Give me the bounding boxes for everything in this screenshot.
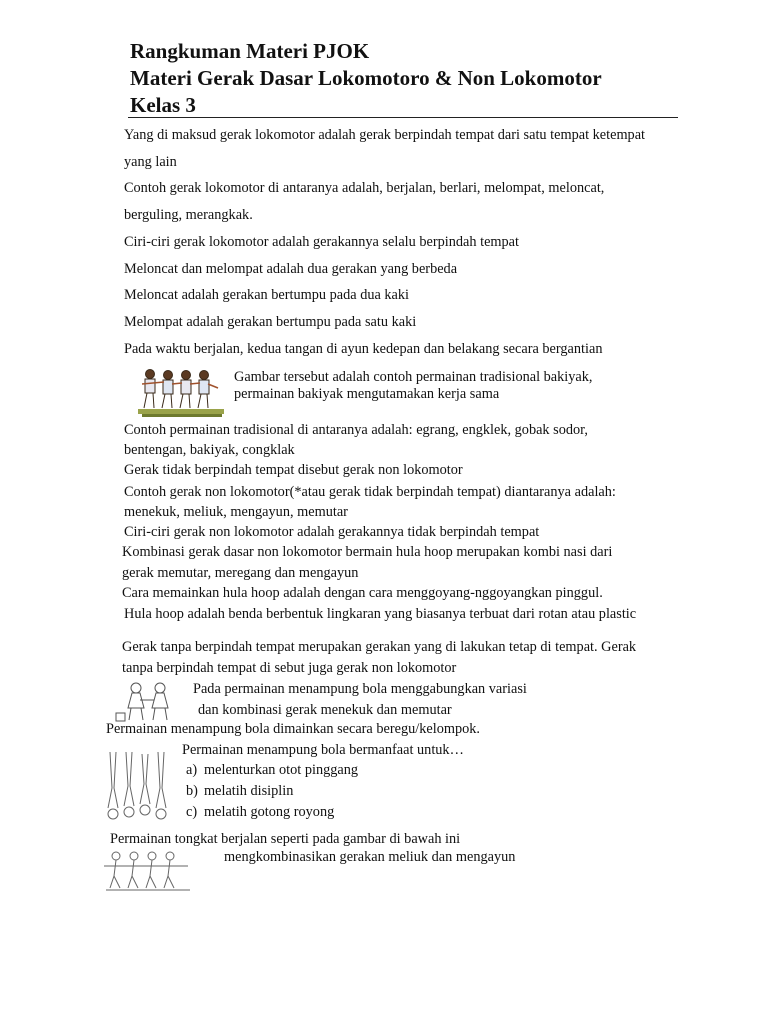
text-line: Gerak tidak berpindah tempat disebut gerak non lokomotor: [124, 462, 463, 478]
text-line: Ciri-ciri gerak lokomotor adalah gerakannya selalu berpindah tempat: [124, 234, 520, 250]
text-line: Contoh permainan tradisional di antaranya adalah: egrang, engklek, gobak sodor,: [124, 422, 588, 438]
text-line: Pada permainan menampung bola menggabungkan variasi: [193, 681, 527, 697]
text-line: menekuk, meliuk, mengayun, memutar: [124, 504, 348, 520]
bakiyak-illustration: [134, 366, 230, 418]
text-line: dan kombinasi gerak menekuk dan memutar: [198, 702, 452, 718]
text-line: Gerak tanpa berpindah tempat merupakan gerakan yang di lakukan tetap di tempat. Gerak: [122, 639, 637, 655]
list-item: [186, 804, 334, 821]
text-line: mengkombinasikan gerakan meliuk dan mengayun: [224, 849, 516, 865]
list-text: melatih gotong royong: [204, 804, 335, 820]
text-line: Contoh gerak non lokomotor(*atau gerak tidak berpindah tempat) diantaranya adalah:: [124, 484, 616, 500]
list-text: melatih disiplin: [204, 783, 294, 799]
text-line: Permainan tongkat berjalan seperti pada gambar di bawah ini: [110, 831, 461, 847]
text-line: Hula hoop adalah benda berbentuk lingkaran yang biasanya terbuat dari rotan atau plastic: [124, 606, 637, 622]
text-line: Melompat adalah gerakan bertumpu pada satu kaki: [124, 314, 417, 330]
text-line: Kombinasi gerak dasar non lokomotor bermain hula hoop merupakan kombi nasi dari: [122, 544, 613, 560]
list-marker: b): [186, 783, 198, 799]
menekuk-illustration: [102, 748, 174, 824]
text-line: yang lain: [124, 154, 177, 170]
text-line: Permainan menampung bola dimainkan secara beregu/kelompok.: [106, 721, 480, 737]
text-line: gerak memutar, meregang dan mengayun: [122, 565, 359, 581]
list-item: [186, 762, 358, 779]
text-line: Contoh gerak lokomotor di antaranya adalah, berjalan, berlari, melompat, meloncat,: [124, 180, 605, 196]
title-line-1: Rangkuman Materi PJOK: [130, 39, 370, 63]
menampung-bola-illustration: [114, 680, 178, 724]
title-line-2: Materi Gerak Dasar Lokomotoro & Non Lokomotor: [130, 66, 602, 90]
list-marker: a): [186, 762, 198, 778]
list-text: melenturkan otot pinggang: [204, 762, 359, 778]
text-line: bentengan, bakiyak, congklak: [124, 442, 295, 458]
text-line: permainan bakiyak mengutamakan kerja sama: [234, 386, 500, 402]
list-item: [186, 783, 293, 800]
text-line: Ciri-ciri gerak non lokomotor adalah gerakannya tidak berpindah tempat: [124, 524, 540, 540]
text-line: Cara memainkan hula hoop adalah dengan cara menggoyang-nggoyangkan pinggul.: [122, 585, 603, 601]
text-line: Pada waktu berjalan, kedua tangan di ayun kedepan dan belakang secara bergantian: [124, 341, 603, 357]
list-marker: c): [186, 804, 198, 820]
title-line-3: Kelas 3: [130, 93, 196, 117]
text-line: tanpa berpindah tempat di sebut juga gerak non lokomotor: [122, 660, 457, 676]
text-line: Permainan menampung bola bermanfaat untuk…: [182, 742, 464, 758]
text-line: Meloncat dan melompat adalah dua gerakan yang berbeda: [124, 261, 458, 277]
text-line: berguling, merangkak.: [124, 207, 253, 223]
title-underline: [128, 117, 678, 118]
text-line: Gambar tersebut adalah contoh permainan tradisional bakiyak,: [234, 369, 593, 385]
tongkat-berjalan-illustration: [102, 848, 194, 894]
text-line: Meloncat adalah gerakan bertumpu pada dua kaki: [124, 287, 410, 303]
text-line: Yang di maksud gerak lokomotor adalah gerak berpindah tempat dari satu tempat ketempat: [124, 127, 646, 143]
